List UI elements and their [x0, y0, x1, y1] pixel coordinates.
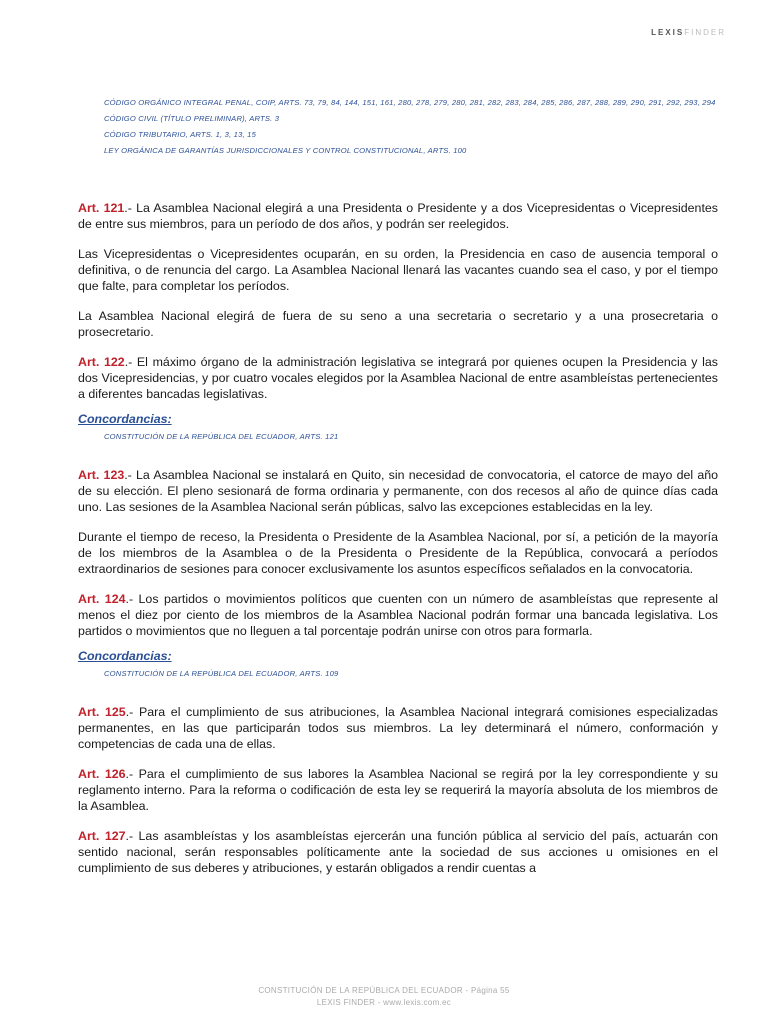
- page-footer: [0, 985, 768, 1009]
- brand-finder: FINDER: [684, 28, 726, 37]
- article-122: [78, 354, 718, 402]
- brand-lexis: LEXIS: [651, 28, 685, 37]
- article-text: .- La Asamblea Nacional elegirá a una Presidenta o Presidente y a dos Vicepresidentas o Vicepresidentes de entre sus miembros, para un período de dos años, y podrán ser reelegidos.: [78, 201, 718, 231]
- concordancias-title: Concordancias:: [78, 412, 172, 426]
- article-text: .- La Asamblea Nacional se instalará en Quito, sin necesidad de convocatoria, el catorce de mayo del año de su elección. El pleno sesionará de forma ordinaria y permanente, con dos recesos al año de quince días cada uno. Las sesiones de la Asamblea Nacional serán públicas, salvo las excepciones establecidas en la ley.: [78, 468, 718, 514]
- reference-link[interactable]: CÓDIGO TRIBUTARIO, ARTS. 1, 3, 13, 15: [104, 130, 256, 139]
- footer-title: CONSTITUCIÓN DE LA REPÚBLICA DEL ECUADOR - Página 55: [258, 986, 510, 995]
- article-number: Art. 124: [78, 592, 126, 606]
- paragraph: Las Vicepresidentas o Vicepresidentes ocuparán, en su orden, la Presidencia en caso de ausencia temporal o definitiva, o de renuncia del cargo. La Asamblea Nacional llenará las vacantes cuando sea el caso, y por el tiempo que falte, para completar los períodos.: [78, 247, 718, 293]
- article-text: .- Para el cumplimiento de sus labores la Asamblea Nacional se regirá por la ley correspondiente y su reglamento interno. Para la reforma o codificación de esta ley se requerirá la mayoría absoluta de los miembros de la Asamblea.: [78, 767, 718, 813]
- article-number: Art. 122: [78, 355, 125, 369]
- paragraph: La Asamblea Nacional elegirá de fuera de su seno a una secretaria o secretario y a una prosecretaria o prosecretario.: [78, 309, 718, 339]
- article-text: .- Para el cumplimiento de sus atribuciones, la Asamblea Nacional integrará comisiones especializadas permanentes, en las que participarán todos sus miembros. La ley determinará el número, conformación y competencias de cada una de ellas.: [78, 705, 718, 751]
- article-number: Art. 123: [78, 468, 125, 482]
- article-text: .- Las asambleístas y los asambleístas ejercerán una función pública al servicio del país, actuarán con sentido nacional, serán responsables políticamente ante la sociedad de sus acciones u omisiones en el cumplimiento de sus deberes y atribuciones, y estarán obligados a rendir cuentas a: [78, 829, 718, 875]
- concordancias-link[interactable]: CONSTITUCIÓN DE LA REPÚBLICA DEL ECUADOR, ARTS. 109: [104, 669, 339, 678]
- article-123: [78, 467, 718, 515]
- article-number: Art. 127: [78, 829, 126, 843]
- reference-link[interactable]: LEY ORGÁNICA DE GARANTÍAS JURISDICCIONALES Y CONTROL CONSTITUCIONAL, ARTS. 100: [104, 146, 467, 155]
- article-text: .- Los partidos o movimientos políticos que cuenten con un número de asambleístas que represente al menos el diez por ciento de los miembros de la Asamblea Nacional podrán formar una bancada legislativa. Los partidos o movimientos que no lleguen a tal porcentaje podrán unirse con otros para formarla.: [78, 592, 718, 638]
- concordancias-link[interactable]: CONSTITUCIÓN DE LA REPÚBLICA DEL ECUADOR, ARTS. 121: [104, 432, 339, 441]
- header-brand: [651, 28, 726, 37]
- article-text: .- El máximo órgano de la administración legislativa se integrará por quienes ocupen la Presidencia y las dos Vicepresidencias, y por cuatro vocales elegidos por la Asamblea Nacional de entre asambleístas pertenecientes a diferentes bancadas legislativas.: [78, 355, 718, 401]
- article-126: [78, 766, 718, 814]
- document-body: [78, 200, 718, 890]
- article-125: [78, 704, 718, 752]
- top-references: [104, 97, 724, 161]
- article-number: Art. 121: [78, 201, 125, 215]
- reference-link[interactable]: CÓDIGO ORGÁNICO INTEGRAL PENAL, COIP, ARTS. 73, 79, 84, 144, 151, 161, 280, 278, 279, 280, 281, 282, 283, 284, 285, 286, 287, 288, 289, 290, 291, 292, 293, 294: [104, 98, 716, 107]
- article-127: [78, 828, 718, 876]
- article-124: [78, 591, 718, 639]
- footer-site: LEXIS FINDER - www.lexis.com.ec: [316, 998, 452, 1007]
- article-121: [78, 200, 718, 232]
- reference-link[interactable]: CÓDIGO CIVIL (TÍTULO PRELIMINAR), ARTS. 3: [104, 114, 280, 123]
- article-number: Art. 125: [78, 705, 126, 719]
- paragraph: Durante el tiempo de receso, la Presidenta o Presidente de la Asamblea Nacional, por sí, a petición de la mayoría de los miembros de la Asamblea o de la Presidenta o Presidente de la República, convocará a períodos extraordinarios de sesiones para conocer exclusivamente los asuntos específicos señalados en la convocatoria.: [78, 530, 718, 576]
- concordancias-title: Concordancias:: [78, 649, 172, 663]
- article-number: Art. 126: [78, 767, 126, 781]
